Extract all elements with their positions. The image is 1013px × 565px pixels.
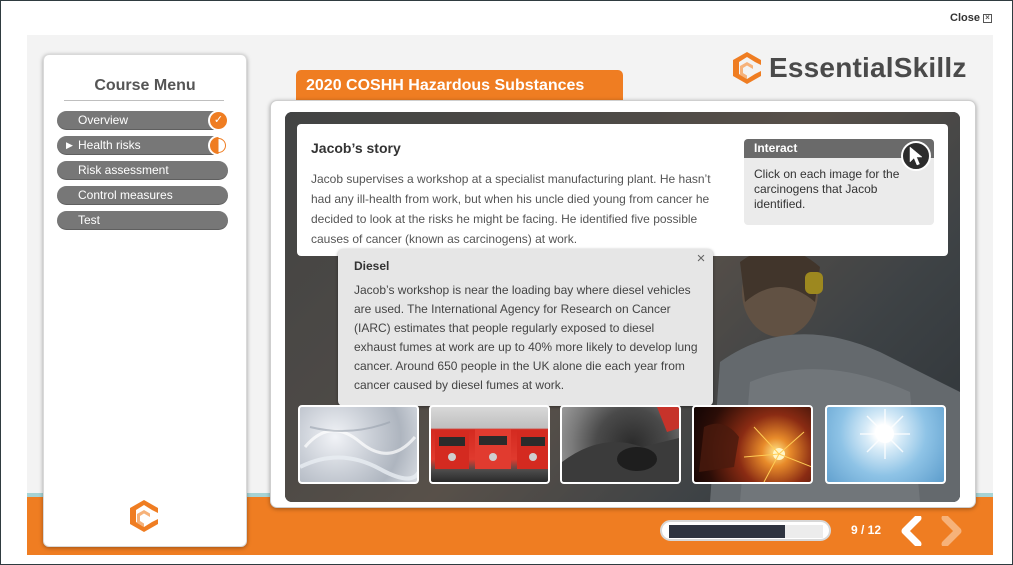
sun-thumbnail[interactable]: [825, 405, 946, 484]
menu-item-label: Health risks: [78, 138, 141, 152]
menu-item-label: Risk assessment: [78, 163, 169, 177]
in-progress-icon: [208, 135, 229, 156]
close-label: Close: [950, 12, 980, 24]
chevron-left-icon: [899, 516, 925, 546]
menu-item-health-risks[interactable]: [57, 136, 228, 155]
interact-heading: Interact: [744, 139, 934, 158]
diesel-trucks-thumbnail[interactable]: [429, 405, 550, 484]
story-panel: [297, 124, 948, 256]
popup-text: Jacob’s workshop is near the loading bay where diesel vehicles are used. The International Agency for Research on Cancer (IARC) estimates that people regularly exposed to diesel exhaust fumes at work are up to 40% more likely to develop lung cancer. Around 650 people in the UK alone die each year from cancer caused by diesel fumes at work.: [354, 283, 698, 392]
course-menu-panel: [43, 54, 247, 547]
menu-item-test[interactable]: [57, 211, 228, 230]
burnt-material-thumbnail[interactable]: [560, 405, 681, 484]
cursor-icon: [901, 141, 931, 171]
menu-item-label: Overview: [78, 113, 129, 127]
story-text: Jacob supervises a workshop at a specialist manufacturing plant. He hasn’t had any ill-health from work, but when his uncle died young from cancer he decided to look at the risks he might be facing. He identified five possible causes of cancer (known as carcinogens) at work.: [311, 172, 711, 246]
essentialskillz-logo-icon: [731, 51, 763, 85]
brand-logo: [731, 51, 967, 85]
course-title: 2020 COSHH Hazardous Substances: [296, 70, 623, 102]
essentialskillz-logo-icon: [128, 499, 160, 533]
menu-item-overview[interactable]: [57, 111, 228, 130]
page-counter: 9 / 12: [851, 523, 882, 537]
progress-fill: [669, 525, 785, 538]
current-arrow-icon: ▶: [66, 140, 73, 150]
chevron-right-icon: [938, 516, 964, 546]
course-menu-title: Course Menu: [94, 77, 196, 94]
menu-item-control-measures[interactable]: [57, 186, 228, 205]
next-button[interactable]: [938, 516, 964, 546]
progress-bar: [660, 520, 831, 541]
menu-item-risk-assessment[interactable]: [57, 161, 228, 180]
complete-check-icon: ✓: [208, 110, 229, 131]
popup-close-icon[interactable]: ×: [696, 250, 706, 267]
story-title: Jacob’s story: [311, 140, 401, 156]
previous-button[interactable]: [899, 516, 925, 546]
close-icon: ×: [983, 14, 992, 23]
menu-item-label: Control measures: [78, 188, 173, 202]
diesel-info-popup: [338, 249, 713, 406]
popup-title: Diesel: [354, 259, 390, 273]
close-button[interactable]: [950, 12, 992, 24]
interact-box: [744, 139, 934, 225]
welding-sparks-thumbnail[interactable]: [692, 405, 813, 484]
interact-instructions: Click on each image for the carcinogens that Jacob identified.: [754, 167, 900, 211]
brand-name: EssentialSkillz: [769, 52, 967, 83]
menu-item-label: Test: [78, 213, 101, 227]
asbestos-thumbnail[interactable]: [298, 405, 419, 484]
menu-divider: [64, 100, 224, 101]
